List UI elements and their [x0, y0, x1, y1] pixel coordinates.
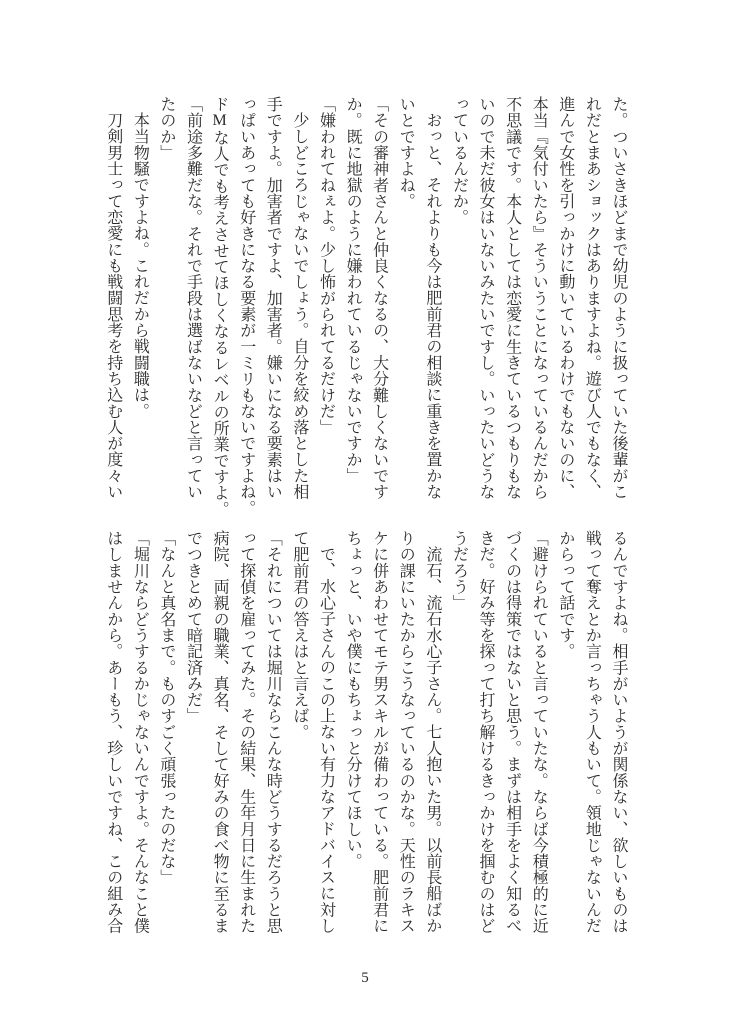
text-line: 「その審神者さんと仲良くなるの、大分難しくないです	[370, 96, 388, 500]
text-line: ちょっと、いや僕にもちょっと分けてほしい。	[344, 530, 362, 870]
text-line: て肥前君の答えはと言えば。	[290, 530, 308, 740]
text-line: っているんだか。	[450, 96, 468, 226]
text-line: 少しどころじゃないでしょう。自分を絞め落とした相	[290, 112, 308, 500]
text-line: 「それについては堀川ならこんな時どうするだろうと思	[264, 530, 282, 934]
upper-text-block	[99, 96, 631, 517]
text-line: りの課にいたからこうなっているのかな。天性のラキス	[397, 530, 415, 934]
text-line: 手ですよ。加害者ですよ、加害者。嫌いになる要素はい	[264, 96, 282, 500]
text-line: たのか」	[157, 96, 175, 161]
text-line: 「なんと真名まで。ものすごく頑張ったのだな」	[157, 530, 175, 886]
text-line: 不思議です。本人としては恋愛に生きているつもりもな	[503, 96, 521, 500]
text-line: はしませんから。あーもう、珍しいですね、この組み合	[104, 530, 122, 934]
text-line: た。ついさきほどまで幼児のように扱っていた後輩がこ	[610, 96, 627, 500]
text-line: 進んで女性を引っかけに動いているわけでもないのに、	[556, 96, 574, 500]
text-line: で、水心子さんのこの上ない有力なアドバイスに対し	[317, 546, 335, 934]
text-line: 戦って奪えとか言っちゃう人もいて。領地じゃないんだ	[583, 530, 601, 934]
text-line: るんですよね。相手がいようが関係ない、欲しいものは	[610, 530, 627, 934]
text-line: おっと、それよりも今は肥前君の相談に重きを置かな	[423, 112, 441, 500]
text-line: いので未だ彼女はいないみたいですし。いったいどうな	[477, 96, 495, 500]
text-line: 本当物騒ですよね。これだから戦闘職は。	[131, 112, 149, 419]
text-line: きだ。好み等を探って打ち解けるきっかけを掴むのはど	[477, 530, 495, 934]
text-line: れだとまあショックはありますよね。遊び人でもなく、	[583, 96, 601, 500]
page-number: 5	[361, 970, 369, 986]
text-line: うだろう」	[450, 530, 468, 611]
text-line: でつきとめて暗記済みだ」	[184, 530, 202, 724]
text-line: ケに併あわせてモテ男スキルが備わっている。肥前君に	[370, 530, 388, 934]
text-line: づくのは得策ではないと思う。まずは相手をよく知るべ	[503, 530, 521, 934]
text-line: 流石、流石水心子さん。七人抱いた男。以前長船ばか	[423, 546, 441, 934]
lower-text-block	[99, 530, 631, 936]
text-line: 「堀川ならどうするかじゃないんですよ。そんなこと僕	[131, 530, 149, 934]
text-line: ドMな人でも考えさせてほしくなるレベルの所業ですよ。	[211, 96, 229, 517]
text-line: か。既に地獄のように嫌われているじゃないですか」	[344, 96, 362, 484]
text-line: 刀剣男士って恋愛にも戦闘思考を持ち込む人が度々い	[104, 112, 122, 500]
text-line: いとですよね。	[397, 96, 415, 210]
text-line: って探偵を雇ってみた。その結果、生年月日に生まれた	[237, 530, 255, 934]
text-line: 「前途多難だな。それで手段は選ばないなどと言ってい	[184, 96, 202, 500]
text-line: っぱいあっても好きになる要素が一ミリもないですよね。	[237, 96, 255, 516]
text-line: 「嫌われてねぇよ。少し怖がられてるだけだ」	[317, 96, 335, 436]
text-line: からって話です。	[556, 530, 574, 660]
text-line: 病院、両親の職業、真名、そして好みの食べ物に至るま	[211, 530, 229, 934]
text-line: 本当『気付いたら』そういうことになっているんだから	[530, 96, 548, 500]
text-line: 「避けられていると言っていたな。ならば今積極的に近	[530, 530, 548, 934]
